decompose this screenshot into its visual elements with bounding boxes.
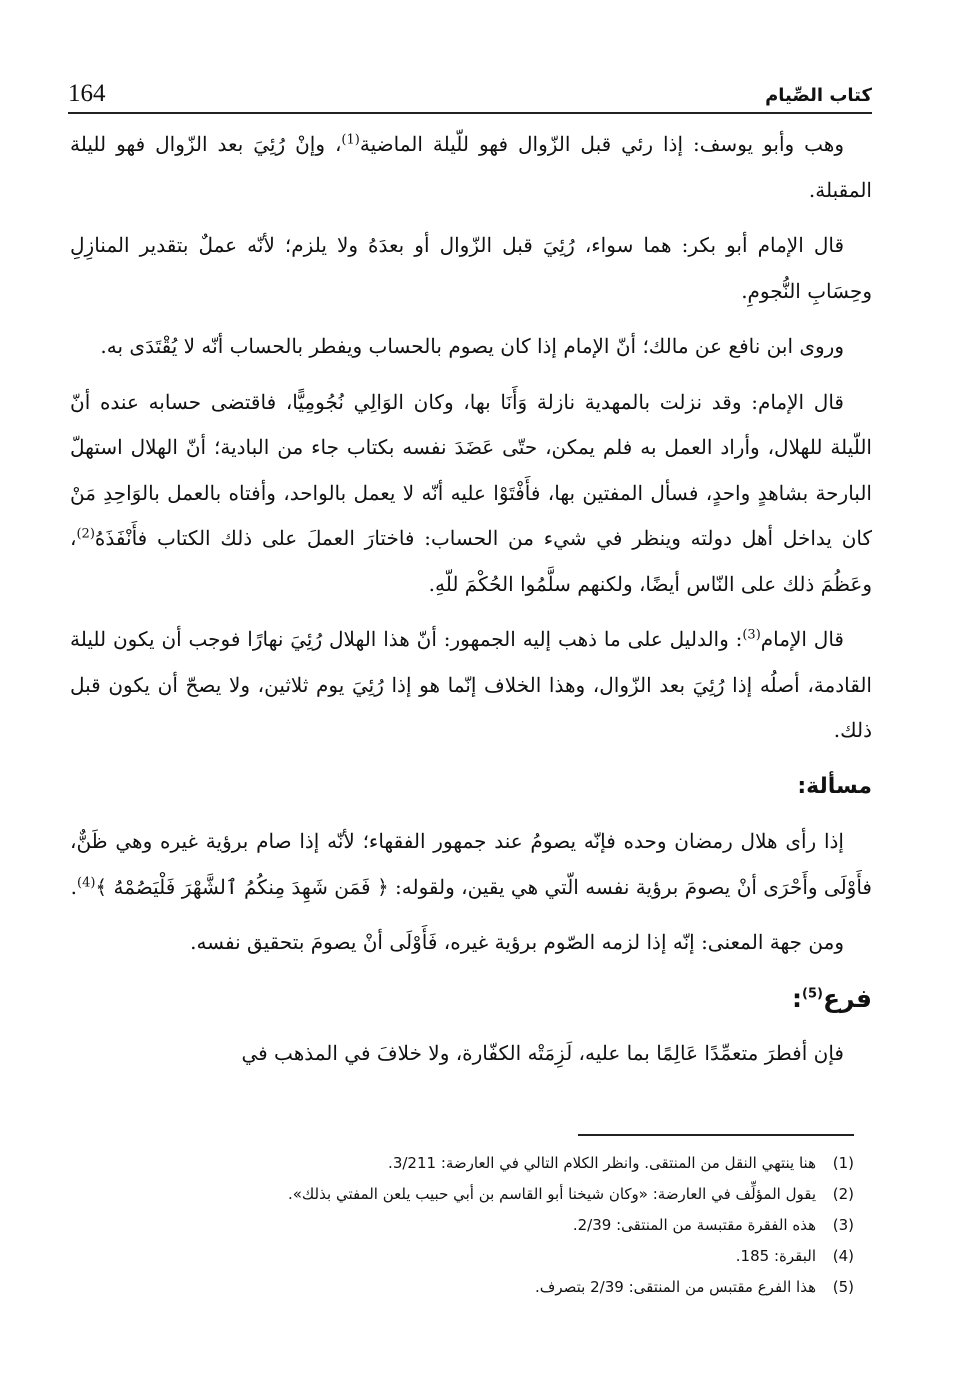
footnote bbox=[70, 1148, 854, 1179]
footnote bbox=[70, 1241, 854, 1272]
footnote-text: هذا الفرع مقتبس من المنتقى: 2/39 بتصرف. bbox=[535, 1278, 816, 1296]
paragraph: وهب وأبو يوسف: إذا رئي قبل الزّوال فهو للّيلة الماضية$^{(1)}$، وإنْ رُئِيَ بعد الزّوال فهو لليلة المقبلة. bbox=[70, 132, 872, 202]
paragraph: ومن جهة المعنى: إنّه إذا لزمه الصّوم برؤية غيره، فَأَوْلَى أنْ يصومَ بتحقيق نفسه. bbox=[190, 930, 844, 954]
footnote bbox=[70, 1210, 854, 1241]
footnote-number: (1) bbox=[832, 1154, 854, 1172]
footnote-ref: (5) bbox=[802, 986, 823, 1002]
footnote-text: يقول المؤلِّف في العارضة: «وكان شيخنا أبو القاسم بن أبي حبيب يلعن المفتي بذلك». bbox=[287, 1185, 816, 1203]
footnote-number: (5) bbox=[832, 1278, 854, 1296]
footnote-ref: (2) bbox=[76, 526, 95, 542]
footnote bbox=[70, 1179, 854, 1210]
footnote bbox=[70, 1272, 854, 1303]
footnote-ref: (1) bbox=[341, 132, 360, 148]
paragraph: قال الإمام$^{(3)}$: والدليل على ما ذهب إليه الجمهور: أنّ هذا الهلال رُئِيَ نهارًا فوجب أن يكون لليلة القادمة، أصلُه إذا رُئِيَ بعد الزّوال، وهذا الخلاف إنّما هو إذا رُئِيَ يوم ثلاثين، ولا يصحّ أن يكون قبل ذلك. bbox=[70, 627, 872, 742]
paragraph: قال الإمام أبو بكر: هما سواء، رُئِيَ قبل الزّوال أو بعدَهُ ولا يلزم؛ لأنّه عملٌ بتقدير المنازِلِ وحِسَابِ النُّجومِ. bbox=[70, 233, 872, 303]
paragraph: فإن أفطرَ متعمِّدًا عَالِمًا بما عليه، لَزِمَتْه الكفّارة، ولا خلافَ في المذهب في bbox=[241, 1041, 844, 1065]
paragraph: وروى ابن نافع عن مالك؛ أنّ الإمام إذا كان يصوم بالحساب ويفطر بالحساب أنّه لا يُقْتَدَى به. bbox=[100, 334, 844, 358]
footnote-text: هذه الفقرة مقتبسة من المنتقى: 2/39. bbox=[572, 1216, 816, 1234]
footnote-number: (2) bbox=[832, 1185, 854, 1203]
footnote-text: هنا ينتهي النقل من المنتقى. وانظر الكلام التالي في العارضة: 3/211. bbox=[388, 1154, 816, 1172]
footnote-text: البقرة: 185. bbox=[735, 1247, 816, 1265]
main-text bbox=[70, 122, 872, 1077]
section-heading-masala: مسألة: bbox=[797, 773, 872, 799]
footnote-ref: (4) bbox=[76, 874, 96, 890]
section-heading-fara: فرع$^{(5)}$: bbox=[792, 983, 872, 1013]
page-number: 164 bbox=[68, 80, 106, 107]
running-title: كتاب الصِّيام bbox=[765, 85, 872, 106]
footnote-ref: (3) bbox=[742, 627, 761, 643]
footnotes bbox=[70, 1148, 854, 1303]
paragraph: إذا رأى هلال رمضان وحده فإنّه يصومُ عند جمهور الفقهاء؛ لأنّه إذا صام برؤية غيره وهي ظَنٌّ، فأَوْلَى وأَحْرَى أنْ يصومَ برؤية نفسه الّتي هي يقين، ولقوله: ﴿ فَمَن شَهِدَ مِنكُمُ ٱلشَّهْرَ فَلْيَصُمْهُ ﴾$^{(4)}$. bbox=[70, 829, 872, 899]
footnote-number: (4) bbox=[832, 1247, 854, 1265]
footnote-separator bbox=[578, 1134, 854, 1136]
paragraph: قال الإمام: وقد نزلت بالمهدية نازلة وَأَنَا بها، وكان الوَالِي نُجُومِيًّا، فاقتضى حسابه عنده أنّ اللّيلة للهلال، وأراد العمل به فلم يمكن، حتّى عَضَدَ نفسه بكتاب جاء من البادية؛ أنّ الهلال استهلّ البارحة بشاهدٍ واحدٍ، فسأل المفتين بها، فأَفْتَوْا عليه أنّه لا يعمل بالواحد، وأفتاه بالعمل بالوَاحِدِ مَنْ كان يداخل أهل دولته وينظر في شيء من الحساب: فاختارَ العملَ على ذلك الكتاب فأَنْفَذَهُ$^{(2)}$، وعَظُمَ ذلك على النّاس أيضًا، ولكنهم سلَّمُوا الحُكْمَ للّهِ. bbox=[70, 389, 872, 596]
footnote-number: (3) bbox=[832, 1216, 854, 1234]
page-header bbox=[68, 70, 872, 114]
